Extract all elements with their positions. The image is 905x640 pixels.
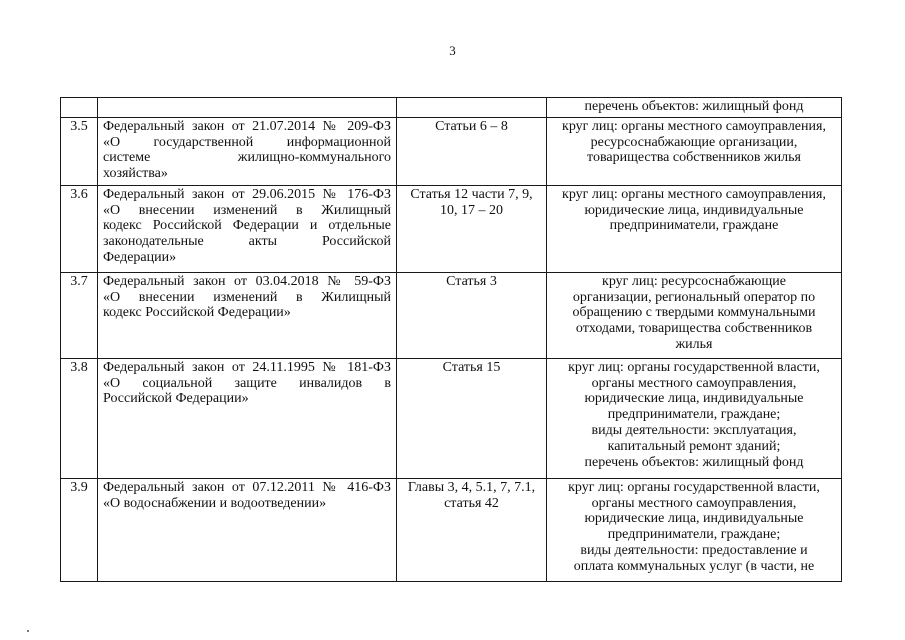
law-line: «О социальной защите инвалидов в xyxy=(103,375,391,391)
scope-cell xyxy=(547,117,842,185)
table-row xyxy=(61,358,842,478)
law-line: кодекс Российской Федерации и отдельные xyxy=(103,218,391,234)
row-number-cell: 3.7 xyxy=(61,272,98,358)
scope-line: оплата коммунальных услуг (в части, не xyxy=(573,558,815,574)
scope-line: органы местного самоуправления, xyxy=(591,375,797,391)
law-line: «О государственной информационной xyxy=(103,134,391,150)
law-line: «О водоснабжении и водоотведении» xyxy=(103,495,327,511)
scope-line: виды деятельности: предоставление и xyxy=(580,542,808,558)
scope-line: перечень объектов: жилищный фонд xyxy=(584,454,804,470)
law-line: «О внесении изменений в Жилищный xyxy=(103,289,391,305)
scope-line: круг лиц: органы местного самоуправления, xyxy=(562,186,826,202)
scope-line: предприниматели, граждане; xyxy=(607,407,781,423)
scope-line: круг лиц: органы государственной власти, xyxy=(568,479,820,495)
row-number-cell: 3.5 xyxy=(61,117,98,185)
law-line: системе жилищно-коммунального xyxy=(103,150,391,166)
law-line: законодательные акты Российской xyxy=(103,234,391,250)
scope-cell xyxy=(547,358,842,478)
law-line: Федеральный закон от 07.12.2011 № 416-ФЗ xyxy=(103,479,391,495)
scan-speck xyxy=(27,630,29,632)
table-row xyxy=(61,185,842,272)
scope-cell xyxy=(547,185,842,272)
articles-cell xyxy=(397,358,547,478)
row-number-cell xyxy=(61,98,98,118)
scope-line: предприниматели, граждане xyxy=(609,218,779,234)
articles-cell xyxy=(397,272,547,358)
law-cell xyxy=(98,185,397,272)
law-line: Федеральный закон от 21.07.2014 № 209-ФЗ xyxy=(103,118,391,134)
page-number: 3 xyxy=(449,43,456,58)
articles-line: Главы 3, 4, 5.1, 7, 7.1, xyxy=(407,479,536,495)
articles-line: Статья 12 части 7, 9, xyxy=(410,186,533,202)
scope-line: отходами, товарищества собственников xyxy=(575,321,813,337)
scope-line: обращению с твердыми коммунальными xyxy=(572,305,816,321)
law-line: Федеральный закон от 29.06.2015 № 176-ФЗ xyxy=(103,186,391,202)
law-line: Федерации» xyxy=(103,249,177,265)
scope-line: ресурсоснабжающие организации, xyxy=(590,134,798,150)
articles-line: Статья 3 xyxy=(446,273,497,289)
articles-cell xyxy=(397,185,547,272)
law-cell xyxy=(98,272,397,358)
articles-cell xyxy=(397,98,547,118)
row-number-cell: 3.9 xyxy=(61,478,98,581)
scope-cell: перечень объектов: жилищный фонд xyxy=(547,98,842,118)
table-row xyxy=(61,272,842,358)
table-row-continuation xyxy=(61,98,842,118)
articles-line: 10, 17 – 20 xyxy=(440,202,503,218)
scope-line: органы местного самоуправления, xyxy=(591,495,797,511)
scope-line: виды деятельности: эксплуатация, xyxy=(591,422,797,438)
scope-line: круг лиц: органы государственной власти, xyxy=(568,359,820,375)
scope-line: предприниматели, граждане; xyxy=(607,527,781,543)
scope-cell xyxy=(547,478,842,581)
law-line: «О внесении изменений в Жилищный xyxy=(103,202,391,218)
scope-line: жилья xyxy=(675,336,713,352)
table-row xyxy=(61,117,842,185)
law-line: Федеральный закон от 24.11.1995 № 181-ФЗ xyxy=(103,359,391,375)
scope-line: юридические лица, индивидуальные xyxy=(584,202,804,218)
table-row xyxy=(61,478,842,581)
scope-line: организации, региональный оператор по xyxy=(572,289,816,305)
scope-line: круг лиц: органы местного самоуправления, xyxy=(562,118,826,134)
law-cell xyxy=(98,98,397,118)
articles-line: Статьи 6 – 8 xyxy=(435,118,508,134)
articles-line: статья 42 xyxy=(444,495,499,511)
law-line: кодекс Российской Федерации» xyxy=(103,305,291,321)
law-line: Российской Федерации» xyxy=(103,391,249,407)
row-number-cell: 3.8 xyxy=(61,358,98,478)
law-line: хозяйства» xyxy=(103,166,168,182)
scope-line: капитальный ремонт зданий; xyxy=(607,438,781,454)
articles-line: Статья 15 xyxy=(442,359,501,375)
articles-cell xyxy=(397,478,547,581)
law-line: Федеральный закон от 03.04.2018 № 59-ФЗ xyxy=(103,273,391,289)
law-cell xyxy=(98,358,397,478)
law-cell xyxy=(98,478,397,581)
scope-line: круг лиц: ресурсоснабжающие xyxy=(602,273,786,289)
scope-line: товарищества собственников жилья xyxy=(587,150,801,166)
regulation-table xyxy=(60,97,842,582)
law-cell xyxy=(98,117,397,185)
articles-cell xyxy=(397,117,547,185)
scope-cell xyxy=(547,272,842,358)
scope-line: юридические лица, индивидуальные xyxy=(584,511,804,527)
row-number-cell: 3.6 xyxy=(61,185,98,272)
scope-line: юридические лица, индивидуальные xyxy=(584,391,804,407)
